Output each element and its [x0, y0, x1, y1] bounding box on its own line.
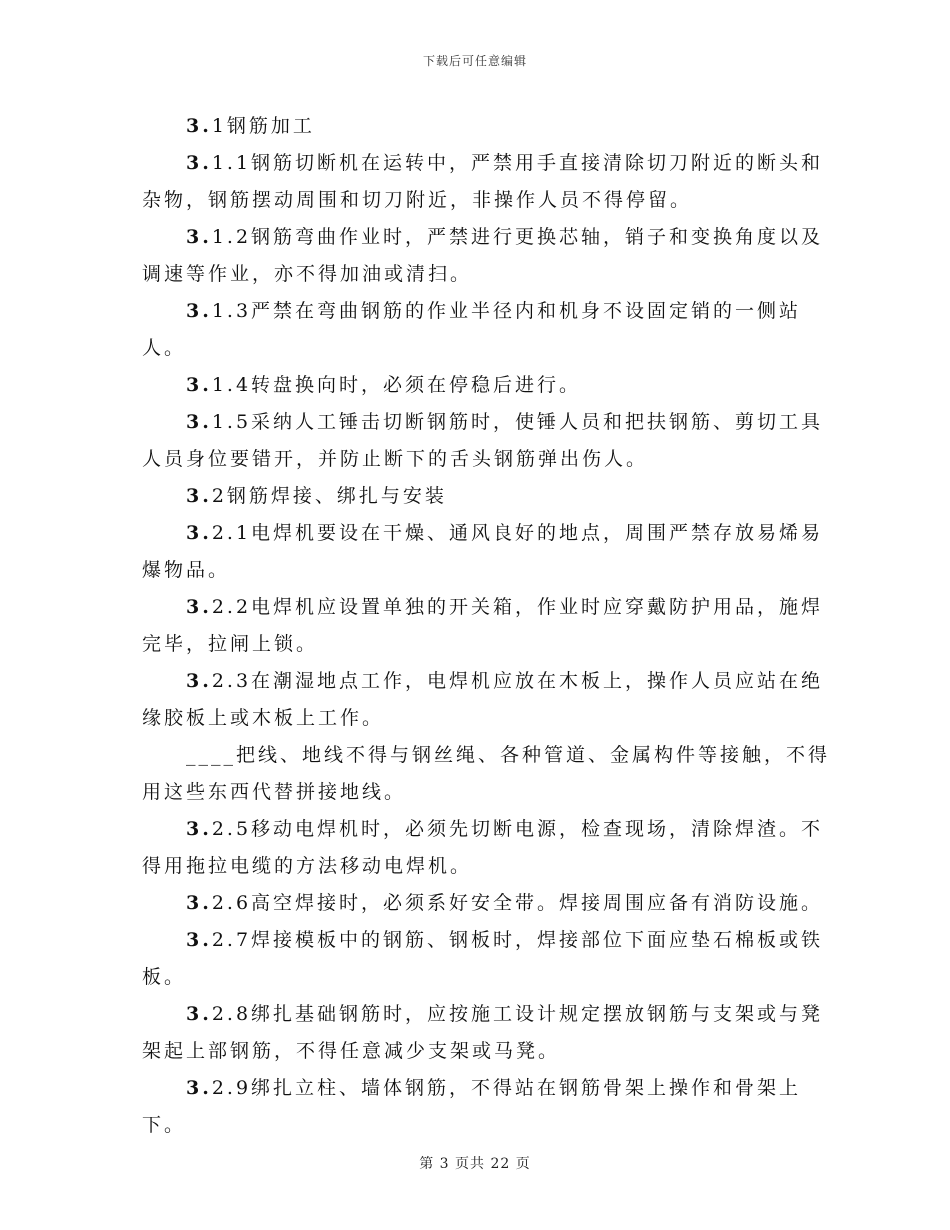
page-number-footer: 第 3 页共 22 页 [419, 1156, 531, 1172]
paragraph [142, 404, 832, 478]
section-number: 3. [186, 300, 212, 322]
paragraph [142, 293, 832, 367]
paragraph [142, 996, 832, 1070]
paragraph [142, 108, 832, 145]
document-body [142, 108, 832, 1144]
paragraph [142, 219, 832, 293]
section-number: 3. [186, 115, 212, 137]
section-number: 3. [186, 892, 212, 914]
paragraph-text: 2.2电焊机应设置单独的开关箱，作业时应穿戴防护用品，施焊完毕，拉闸上锁。 [142, 596, 824, 655]
paragraph [142, 515, 832, 589]
paragraph [142, 811, 832, 885]
section-number: 3. [186, 411, 212, 433]
paragraph [142, 367, 832, 404]
page-header: 下载后可任意编辑 [422, 54, 527, 68]
paragraph [142, 663, 832, 737]
paragraph-text: 2钢筋焊接、绑扎与安装 [211, 485, 447, 507]
paragraph-text: 2.7焊接模板中的钢筋、钢板时，焊接部位下面应垫石棉板或铁板。 [142, 929, 824, 988]
paragraph-text: ____把线、地线不得与钢丝绳、各种管道、金属构件等接触，不得用这些东西代替拼接地线。 [142, 744, 831, 803]
section-number: 3. [186, 374, 212, 396]
paragraph [142, 737, 832, 811]
paragraph [142, 885, 832, 922]
section-number: 3. [186, 1077, 212, 1099]
paragraph-text: 2.6高空焊接时，必须系好安全带。焊接周围应备有消防设施。 [211, 892, 824, 914]
paragraph [142, 922, 832, 996]
paragraph [142, 1070, 832, 1144]
paragraph-text: 2.8绑扎基础钢筋时，应按施工设计规定摆放钢筋与支架或与凳架起上部钢筋，不得任意减少支架或马凳。 [142, 1003, 824, 1062]
paragraph-text: 2.3在潮湿地点工作，电焊机应放在木板上，操作人员应站在绝缘胶板上或木板上工作。 [142, 670, 824, 729]
paragraph-text: 1.3严禁在弯曲钢筋的作业半径内和机身不设固定销的一侧站人。 [142, 300, 802, 359]
section-number: 3. [186, 1003, 212, 1025]
paragraph-text: 1.4转盘换向时，必须在停稳后进行。 [211, 374, 582, 396]
paragraph-text: 1钢筋加工 [211, 115, 315, 137]
section-number: 3. [186, 670, 212, 692]
paragraph-text: 1.2钢筋弯曲作业时，严禁进行更换芯轴，销子和变换角度以及调速等作业，亦不得加油或清扫。 [142, 226, 824, 285]
section-number: 3. [186, 929, 212, 951]
section-number: 3. [186, 226, 212, 248]
section-number: 3. [186, 522, 212, 544]
paragraph-text: 2.9绑扎立柱、墙体钢筋，不得站在钢筋骨架上操作和骨架上下。 [142, 1077, 802, 1136]
paragraph [142, 478, 832, 515]
section-number: 3. [186, 818, 212, 840]
paragraph-text: 2.1电焊机要设在干燥、通风良好的地点，周围严禁存放易烯易爆物品。 [142, 522, 824, 581]
paragraph [142, 589, 832, 663]
paragraph [142, 145, 832, 219]
section-number: 3. [186, 485, 212, 507]
paragraph-text: 2.5移动电焊机时，必须先切断电源，检查现场，清除焊渣。不得用拖拉电缆的方法移动电焊机。 [142, 818, 824, 877]
paragraph-text: 1.1钢筋切断机在运转中，严禁用手直接清除切刀附近的断头和杂物，钢筋摆动周围和切刀附近，非操作人员不得停留。 [142, 152, 824, 211]
section-number: 3. [186, 596, 212, 618]
paragraph-text: 1.5采纳人工锤击切断钢筋时，使锤人员和把扶钢筋、剪切工具人员身位要错开，并防止断下的舌头钢筋弹出伤人。 [142, 411, 824, 470]
section-number: 3. [186, 152, 212, 174]
